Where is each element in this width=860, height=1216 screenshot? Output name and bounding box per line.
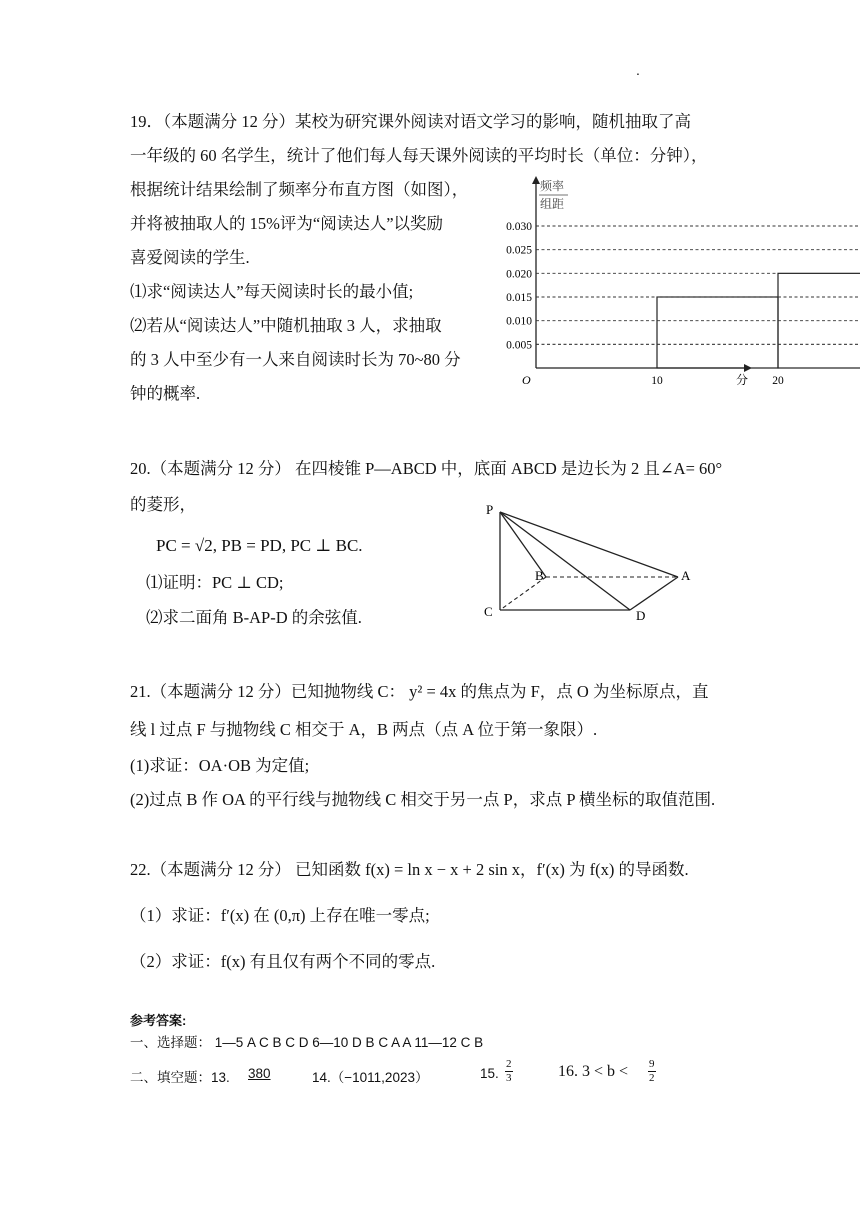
- q19-part2-c: 钟的概率.: [130, 384, 201, 403]
- label-a: A: [681, 568, 691, 583]
- q19-line2: 一年级的 60 名学生，统计了他们每人每天课外阅读的平均时长（单位：分钟），: [130, 146, 708, 165]
- q22-line1: 22.（本题满分 12 分） 已知函数 f(x) = ln x − x + 2 sin x，f′(x) 为 f(x) 的导函数.: [130, 860, 689, 879]
- q22-part1: （1）求证：f′(x) 在 (0,π) 上存在唯一零点;: [130, 906, 430, 925]
- y-label-bottom: 组距: [540, 197, 565, 211]
- y-label-top: 频率: [540, 179, 565, 193]
- q20-line1: 20.（本题满分 12 分） 在四棱锥 P—ABCD 中，底面 ABCD 是边长为 2 且∠A= 60°: [130, 459, 723, 478]
- answer-15-denominator: 3: [506, 1072, 512, 1084]
- q19-line4: 并将被抽取人的 15%评为“阅读达人”以奖励: [130, 214, 444, 233]
- q19-line5: 喜爱阅读的学生.: [130, 248, 250, 267]
- x-axis-label: 分: [736, 373, 749, 387]
- q20-line2: 的菱形，: [130, 495, 196, 514]
- answer-15-fraction: [505, 1058, 513, 1085]
- y-tick-label: 0.010: [506, 315, 532, 328]
- y-tick-label: 0.025: [506, 244, 532, 257]
- q20-part1: ⑴证明：PC ⊥ CD;: [146, 573, 284, 592]
- frequency-histogram: [490, 172, 784, 394]
- q19-part1: ⑴求“阅读达人”每天阅读时长的最小值;: [130, 282, 414, 301]
- answer-16-denominator: 2: [649, 1072, 655, 1084]
- label-b: B: [535, 568, 544, 583]
- q21-part2: (2)过点 B 作 OA 的平行线与抛物线 C 相交于另一点 P，求点 P 横坐标的取值范围.: [130, 790, 716, 809]
- x-tick-label: 20: [772, 375, 784, 387]
- answer-15-numerator: 2: [506, 1058, 512, 1070]
- edge-pa: [500, 512, 678, 577]
- answer-13: 380: [248, 1066, 271, 1081]
- x-tick-label: 10: [651, 375, 663, 387]
- edge-pd: [500, 512, 630, 610]
- answer-16-fraction: [648, 1058, 656, 1085]
- pyramid-figure: [478, 500, 708, 630]
- answer-15-prefix: 15.: [480, 1066, 499, 1081]
- answers-choice: 一、选择题： 1—5 A C B C D 6—10 D B C A A 11—12 C B: [130, 1035, 484, 1050]
- answers-title: 参考答案:: [130, 1013, 187, 1028]
- q19-part2-b: 的 3 人中至少有一人来自阅读时长为 70~80 分: [130, 350, 461, 369]
- answer-16-prefix: 16. 3 < b <: [558, 1063, 629, 1080]
- origin-label: O: [522, 373, 531, 387]
- answer-14: 14.（−1011,2023）: [312, 1070, 429, 1085]
- q21-part1: (1)求证：OA·OB 为定值;: [130, 756, 310, 775]
- q20-condition: PC = √2, PB = PD, PC ⊥ BC.: [156, 536, 363, 555]
- q19-part2-a: ⑵若从“阅读达人”中随机抽取 3 人，求抽取: [130, 316, 442, 335]
- y-axis-arrow: [532, 176, 540, 184]
- answers-fill-label: 二、填空题：13.: [130, 1070, 230, 1085]
- edge-da: [630, 577, 678, 610]
- answer-16-numerator: 9: [649, 1058, 655, 1070]
- histogram-bar: [657, 297, 778, 368]
- label-d: D: [636, 608, 646, 623]
- q21-line1: 21.（本题满分 12 分）已知抛物线 C： y² = 4x 的焦点为 F，点 O 为坐标原点，直: [130, 682, 709, 701]
- y-tick-label: 0.015: [506, 292, 532, 304]
- label-p: P: [486, 502, 494, 517]
- q19-line1: 19．（本题满分 12 分）某校为研究课外阅读对语文学习的影响，随机抽取了高: [130, 112, 691, 131]
- header-dot: .: [636, 62, 640, 78]
- y-tick-label: 0.030: [506, 221, 532, 233]
- label-c: C: [484, 604, 493, 619]
- q22-part2: （2）求证：f(x) 有且仅有两个不同的零点.: [130, 952, 436, 971]
- y-tick-label: 0.020: [506, 268, 532, 281]
- y-tick-label: 0.005: [506, 339, 532, 352]
- q19-line3: 根据统计结果绘制了频率分布直方图（如图），: [130, 180, 469, 199]
- q21-line2: 线 l 过点 F 与抛物线 C 相交于 A，B 两点（点 A 位于第一象限）.: [130, 720, 598, 739]
- q20-part2: ⑵求二面角 B-AP-D 的余弦值.: [146, 608, 362, 627]
